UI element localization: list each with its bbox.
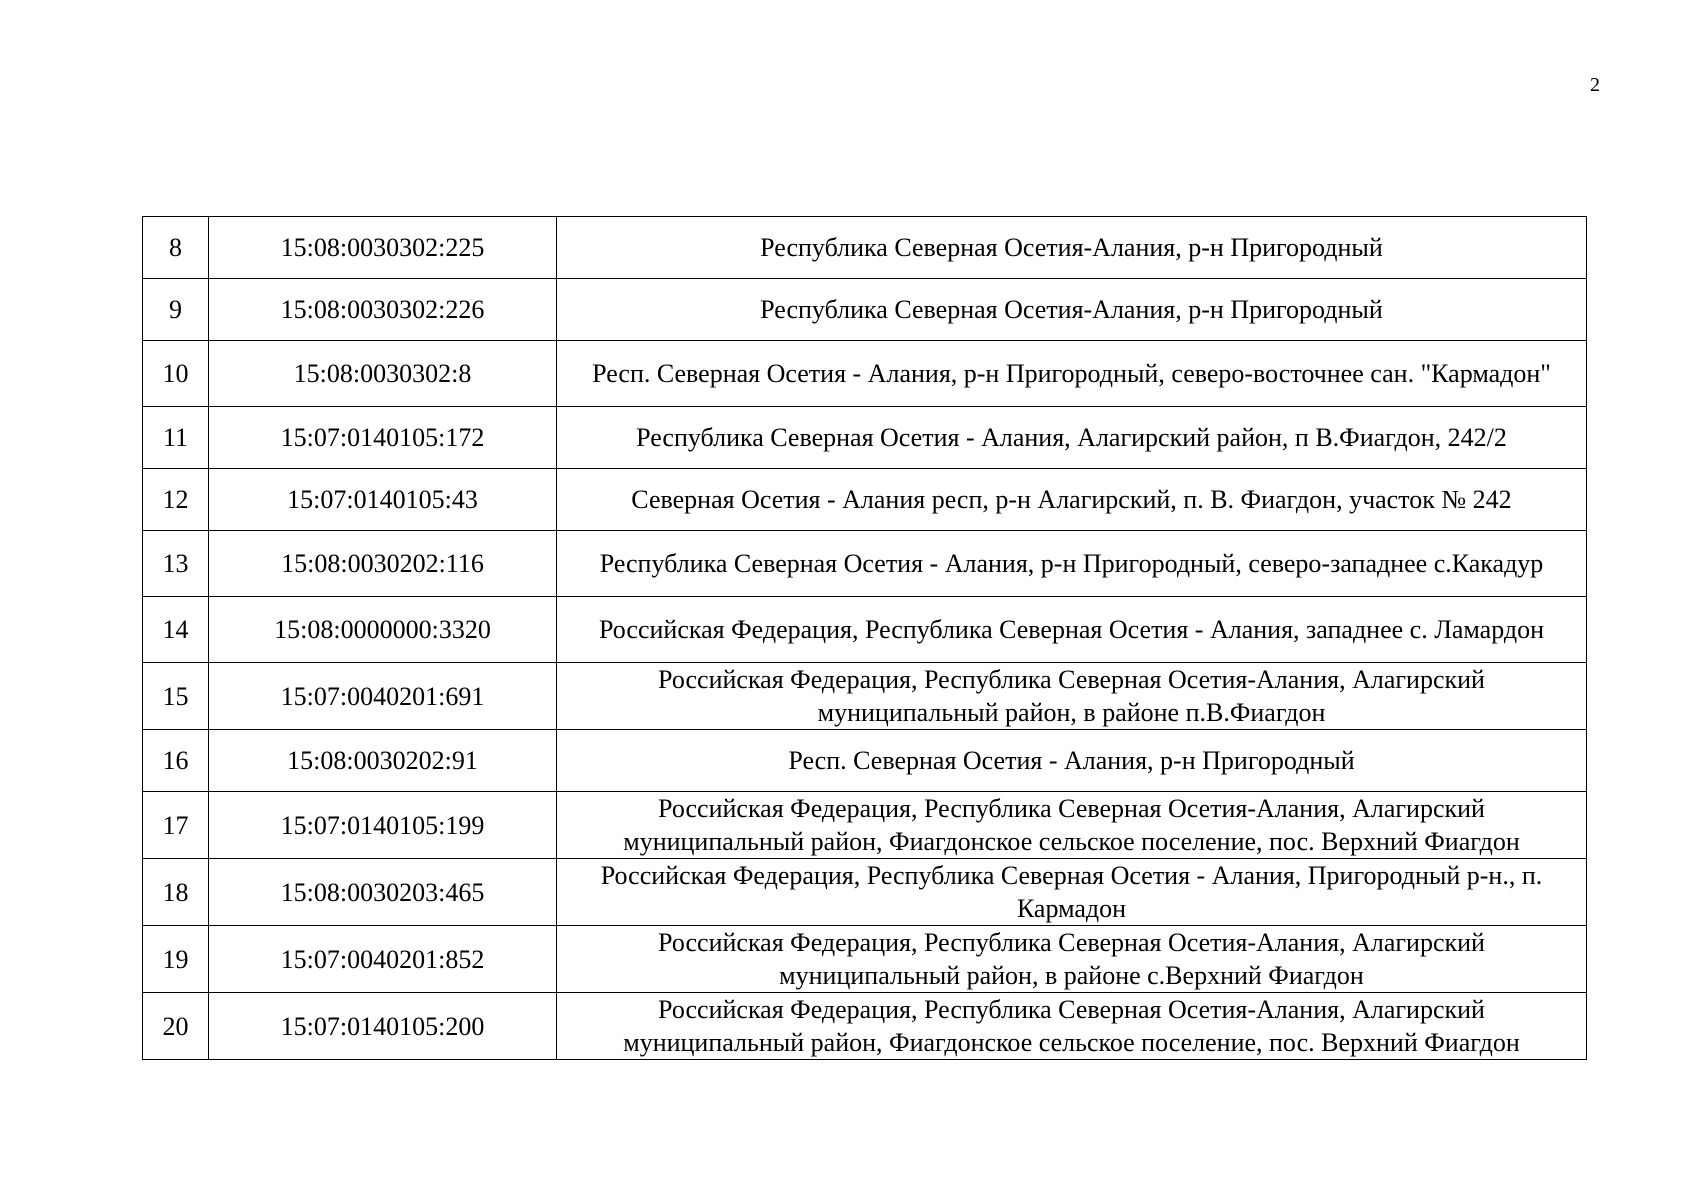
table-row: [143, 597, 1587, 663]
row-number-cell: 10: [143, 341, 209, 407]
table-row: [143, 217, 1587, 279]
table-row: [143, 792, 1587, 859]
address-cell: Республика Северная Осетия - Алания, р-н Пригородный, северо-западнее с.Какадур: [557, 531, 1587, 597]
table-row: [143, 663, 1587, 730]
table-row: [143, 279, 1587, 341]
cadastral-number-cell: 15:08:0030302:8: [209, 341, 557, 407]
table-row: [143, 469, 1587, 531]
parcels-table: [142, 216, 1587, 1060]
row-number-cell: 8: [143, 217, 209, 279]
row-number-cell: 15: [143, 663, 209, 730]
page-number: 2: [1590, 74, 1600, 96]
table-row: [143, 730, 1587, 792]
cadastral-number-cell: 15:08:0030203:465: [209, 859, 557, 926]
cadastral-number-cell: 15:07:0140105:200: [209, 993, 557, 1060]
address-cell: Российская Федерация, Республика Северная Осетия-Алания, Алагирский муниципальный район, в районе п.В.Фиагдон: [557, 663, 1587, 730]
address-cell: Российская Федерация, Республика Северная Осетия-Алания, Алагирский муниципальный район, Фиагдонское сельское поселение, пос. Верхний Фиагдон: [557, 792, 1587, 859]
row-number-cell: 11: [143, 407, 209, 469]
address-cell: Респ. Северная Осетия - Алания, р-н Пригородный: [557, 730, 1587, 792]
cadastral-number-cell: 15:07:0140105:43: [209, 469, 557, 531]
cadastral-number-cell: 15:08:0000000:3320: [209, 597, 557, 663]
table-row: [143, 531, 1587, 597]
address-cell: Республика Северная Осетия-Алания, р-н Пригородный: [557, 279, 1587, 341]
address-cell: Северная Осетия - Алания респ, р-н Алагирский, п. В. Фиагдон, участок № 242: [557, 469, 1587, 531]
row-number-cell: 9: [143, 279, 209, 341]
address-cell: Респ. Северная Осетия - Алания, р-н Пригородный, северо-восточнее сан. "Кармадон": [557, 341, 1587, 407]
cadastral-number-cell: 15:08:0030302:226: [209, 279, 557, 341]
address-cell: Российская Федерация, Республика Северная Осетия - Алания, Пригородный р-н., п. Кармадон: [557, 859, 1587, 926]
row-number-cell: 20: [143, 993, 209, 1060]
cadastral-number-cell: 15:08:0030202:91: [209, 730, 557, 792]
row-number-cell: 18: [143, 859, 209, 926]
cadastral-number-cell: 15:07:0040201:852: [209, 926, 557, 993]
table-row: [143, 341, 1587, 407]
cadastral-number-cell: 15:07:0140105:172: [209, 407, 557, 469]
address-cell: Республика Северная Осетия-Алания, р-н Пригородный: [557, 217, 1587, 279]
address-cell: Российская Федерация, Республика Северная Осетия-Алания, Алагирский муниципальный район, в районе с.Верхний Фиагдон: [557, 926, 1587, 993]
parcels-table-body: [143, 217, 1587, 1060]
cadastral-number-cell: 15:08:0030302:225: [209, 217, 557, 279]
row-number-cell: 17: [143, 792, 209, 859]
row-number-cell: 14: [143, 597, 209, 663]
row-number-cell: 16: [143, 730, 209, 792]
table-row: [143, 926, 1587, 993]
address-cell: Российская Федерация, Республика Северная Осетия - Алания, западнее с. Ламардон: [557, 597, 1587, 663]
table-row: [143, 407, 1587, 469]
cadastral-number-cell: 15:07:0140105:199: [209, 792, 557, 859]
row-number-cell: 13: [143, 531, 209, 597]
row-number-cell: 12: [143, 469, 209, 531]
cadastral-number-cell: 15:07:0040201:691: [209, 663, 557, 730]
cadastral-number-cell: 15:08:0030202:116: [209, 531, 557, 597]
table-row: [143, 859, 1587, 926]
address-cell: Республика Северная Осетия - Алания, Алагирский район, п В.Фиагдон, 242/2: [557, 407, 1587, 469]
address-cell: Российская Федерация, Республика Северная Осетия-Алания, Алагирский муниципальный район, Фиагдонское сельское поселение, пос. Верхний Фиагдон: [557, 993, 1587, 1060]
table-row: [143, 993, 1587, 1060]
row-number-cell: 19: [143, 926, 209, 993]
